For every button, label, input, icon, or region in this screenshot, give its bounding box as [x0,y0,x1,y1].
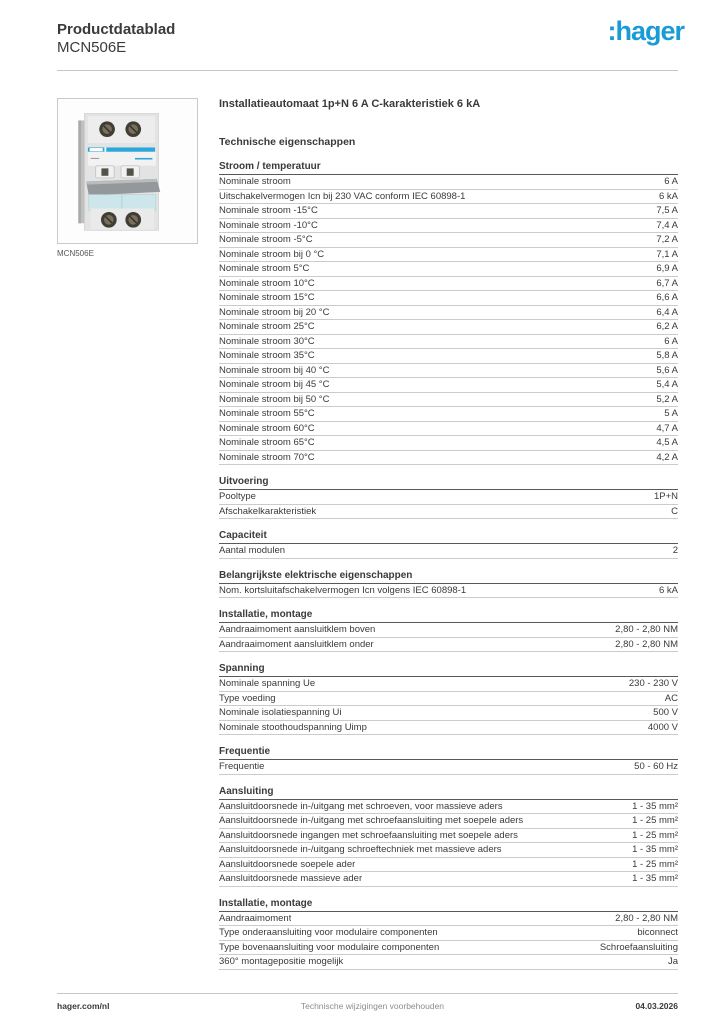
spec-row-label: Nominale stroom 10°C [219,278,315,289]
spec-row [219,544,678,559]
spec-row-value: biconnect [637,927,678,939]
spec-row-label: Type bovenaansluiting voor modulaire componenten [219,942,440,953]
spec-row [219,306,678,321]
spec-row-label: Aandraaimoment [219,913,292,924]
spec-row-value: 5 A [664,408,678,420]
spec-row-value: 5,8 A [656,350,678,362]
spec-row-value: AC [664,692,678,704]
spec-row-label: Nominale spanning Ue [219,679,316,689]
spec-row-value: 50 - 60 Hz [634,761,678,773]
spec-row-value: 6 kA [658,584,678,596]
spec-column [219,98,678,981]
tech-heading: Technische eigenschappen [219,136,356,149]
footer-date: 04.03.2026 [635,1001,678,1011]
spec-row-label: Nominale stroom 60°C [219,423,315,434]
spec-row [219,364,678,379]
spec-row-value: 1 - 25 mm² [632,815,678,827]
spec-row [219,829,678,844]
product-photo-column [57,98,219,981]
spec-row-value: 7,2 A [656,234,678,246]
spec-row-value: 1 - 25 mm² [632,829,678,841]
spec-section-title: Aansluiting [219,786,678,800]
spec-row-label: Nom. kortsluitafschakelvermogen Icn volgens IEC 60898-1 [219,585,467,596]
spec-row [219,190,678,205]
spec-row-label: Nominale stroom 65°C [219,438,315,448]
spec-row-label: Nominale stroom 30°C [219,336,315,347]
spec-row [219,490,678,505]
breaker-label-chip [89,148,102,151]
breaker-toggle [95,166,113,178]
spec-row-label: Aantal modulen [219,546,286,556]
spec-row-label: Nominale stroom 15°C [219,293,315,303]
breaker-face-mark [134,158,151,160]
footer-link[interactable]: hager.com/nl [57,1001,110,1011]
spec-row-value: 2,80 - 2,80 NM [615,624,678,636]
spec-row [219,872,678,887]
spec-row-label: Aansluitdoorsnede in-/uitgang schroeftechniek met massieve aders [219,845,502,855]
terminal-screw-icon [125,212,141,228]
terminal-screw-icon [125,121,141,137]
spec-row-label: Nominale stoothoudspanning Uimp [219,722,367,733]
spec-section-title: Uitvoering [219,476,678,490]
spec-row-label: Nominale stroom 25°C [219,322,315,332]
spec-row-label: Nominale stroom 5°C [219,264,310,274]
spec-row [219,926,678,941]
spec-section [219,746,678,775]
spec-row [219,262,678,277]
breaker-stripe-gap [104,147,106,151]
spec-section [219,609,678,652]
spec-row-label: Aansluitdoorsnede ingangen met schroefaansluiting met soepele aders [219,830,518,841]
spec-row-label: Afschakelkarakteristiek [219,506,317,517]
spec-row [219,623,678,638]
spec-row [219,677,678,692]
spec-row-label: Nominale stroom bij 0 °C [219,249,325,260]
spec-row [219,800,678,815]
spec-row-label: Aansluitdoorsnede soepele ader [219,859,356,870]
spec-row-value: 5,2 A [656,393,678,405]
spec-row-label: Frequentie [219,762,265,772]
spec-row-value: 6,7 A [656,277,678,289]
spec-row-value: 5,4 A [656,379,678,391]
spec-row [219,436,678,451]
spec-row [219,219,678,234]
spec-row [219,858,678,873]
spec-row-value: 1 - 35 mm² [632,800,678,812]
spec-section-title: Capaciteit [219,530,678,544]
spec-row [219,638,678,653]
spec-row-value: 2,80 - 2,80 NM [615,638,678,650]
terminal-screw-icon [99,121,115,137]
spec-row [219,248,678,263]
footer-disclaimer: Technische wijzigingen voorbehouden [300,1001,445,1011]
breaker-bottom-terminal [90,208,154,229]
spec-row-value: 7,1 A [656,248,678,260]
spec-row [219,451,678,466]
spec-row-value: 6,6 A [656,292,678,304]
spec-row [219,692,678,707]
spec-row-label: Uitschakelvermogen Icn bij 230 VAC conform IEC 60898-1 [219,191,466,202]
product-code-subtitle: MCN506E [57,39,127,56]
spec-row [219,277,678,292]
breaker-face-text-mark [90,158,99,159]
spec-section [219,476,678,519]
spec-row [219,941,678,956]
spec-section-title: Installatie, montage [219,609,678,623]
product-title: Installatieautomaat 1p+N 6 A C-karakteristiek 6 kA [219,98,481,110]
spec-row-value: 2,80 - 2,80 NM [615,912,678,924]
spec-row [219,505,678,520]
spec-row-value: 1 - 25 mm² [632,858,678,870]
spec-row-value: 7,5 A [656,205,678,217]
spec-row-label: Nominale stroom 35°C [219,351,315,361]
spec-row-label: Aandraaimoment aansluitklem boven [219,625,376,635]
spec-row-value: 6 kA [658,190,678,202]
product-image [67,107,189,235]
spec-row-value: 2 [672,545,678,557]
spec-row-value: 4,7 A [656,422,678,434]
spec-row-value: 500 V [653,707,678,719]
spec-row-label: Aansluitdoorsnede in-/uitgang met schroeven, voor massieve aders [219,801,503,812]
spec-row [219,843,678,858]
footer [57,993,678,1011]
hager-logo: :hager [607,16,684,46]
spec-row [219,422,678,437]
spec-section [219,161,678,465]
spec-row-label: Nominale stroom [219,177,291,187]
spec-section [219,530,678,559]
spec-row-label: Pooltype [219,492,256,502]
spec-row [219,335,678,350]
spec-row-label: Type voeding [219,693,276,704]
spec-row-label: Nominale stroom bij 50 °C [219,394,330,405]
spec-row [219,175,678,190]
spec-row-value: C [671,505,678,517]
main-content [0,71,724,981]
breaker-rail-edge [78,120,81,223]
spec-row-label: Nominale stroom 70°C [219,452,315,463]
spec-row-value: 1P+N [653,491,678,503]
spec-row [219,291,678,306]
breaker-toggle [121,166,139,178]
spec-row [219,407,678,422]
breaker-top-terminal [87,116,154,143]
spec-row [219,378,678,393]
spec-row-label: Nominale stroom 55°C [219,409,315,419]
spec-section-title: Belangrijkste elektrische eigenschappen [219,570,678,584]
spec-section-title: Stroom / temperatuur [219,161,678,175]
spec-row-value: Ja [667,956,678,968]
spec-row-value: 1 - 35 mm² [632,873,678,885]
spec-row-label: Aansluitdoorsnede massieve ader [219,874,363,884]
spec-row-label: Nominale stroom -10°C [219,220,318,231]
spec-row-label: Nominale stroom bij 20 °C [219,307,330,318]
spec-row-value: 5,6 A [656,364,678,376]
product-photo-frame [57,98,198,244]
spec-row-value: 1 - 35 mm² [632,844,678,856]
spec-row-value: 6,2 A [656,321,678,333]
spec-row-value: 6 A [664,176,678,188]
spec-row [219,204,678,219]
spec-row [219,955,678,970]
spec-section-title: Frequentie [219,746,678,760]
spec-row-label: Nominale stroom bij 40 °C [219,365,330,376]
spec-section [219,898,678,970]
spec-row [219,584,678,599]
spec-row-value: 4,2 A [656,451,678,463]
spec-row-label: Nominale stroom bij 45 °C [219,380,330,390]
spec-row-value: 4,5 A [656,437,678,449]
spec-row [219,814,678,829]
spec-row-value: 6,9 A [656,263,678,275]
spec-row [219,721,678,736]
spec-section [219,786,678,887]
spec-row-label: 360° montagepositie mogelijk [219,957,344,967]
spec-row-value: 4000 V [647,721,678,733]
spec-section-title: Spanning [219,663,678,677]
product-photo-caption: MCN506E [57,249,94,258]
spec-row-value: 6 A [664,335,678,347]
spec-row [219,912,678,927]
spec-row-value: 7,4 A [656,219,678,231]
spec-row-label: Aandraaimoment aansluitklem onder [219,639,374,650]
spec-row-label: Nominale isolatiespanning Ui [219,708,342,718]
spec-section [219,570,678,599]
spec-row [219,233,678,248]
spec-section-title: Installatie, montage [219,898,678,912]
spec-section [219,663,678,735]
spec-row-value: 6,4 A [656,306,678,318]
terminal-screw-icon [100,212,116,228]
spec-row [219,393,678,408]
spec-row [219,760,678,775]
spec-sections [219,161,678,970]
doc-type-title: Productdatablad [57,21,176,38]
spec-row [219,320,678,335]
spec-row-label: Type onderaansluiting voor modulaire componenten [219,928,438,938]
spec-row [219,349,678,364]
document-header [0,0,724,57]
spec-row-value: 230 - 230 V [628,678,678,690]
spec-row-value: Schroefaansluiting [599,941,678,953]
spec-row-label: Aansluitdoorsnede in-/uitgang met schroefaansluiting met soepele aders [219,816,524,826]
spec-row [219,706,678,721]
spec-row-label: Nominale stroom -5°C [219,235,313,245]
spec-row-label: Nominale stroom -15°C [219,206,318,216]
